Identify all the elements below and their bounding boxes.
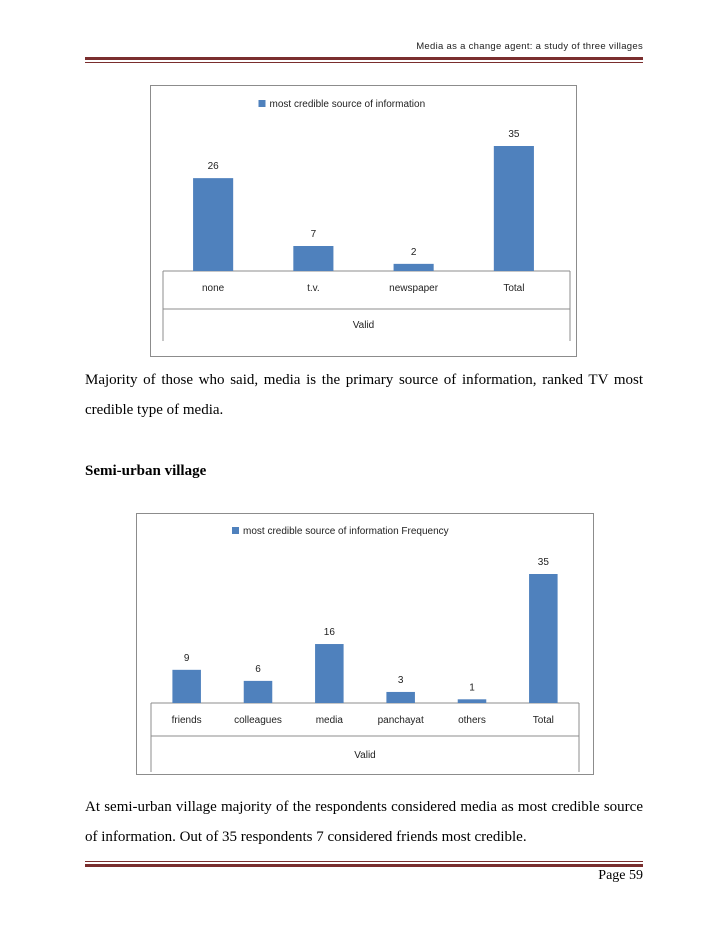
paragraph-tv-credible: Majority of those who said, media is the primary source of information, ranked TV most credible type of media. (85, 372, 643, 418)
bar-group-friends (172, 653, 202, 726)
data-label-newspaper: 2 (410, 246, 417, 258)
bar-total (529, 574, 558, 703)
tick-label-colleagues: colleagues (234, 715, 282, 726)
legend-swatch (232, 527, 239, 534)
bar-group-panchayat (378, 675, 424, 726)
legend-swatch (259, 100, 266, 107)
page-number: Page 59 (598, 868, 643, 883)
bar-t-v (293, 246, 333, 271)
data-label-t-v: 7 (310, 229, 317, 240)
data-label-others: 1 (469, 682, 475, 694)
data-label-total: 35 (537, 557, 549, 568)
bar-colleagues (244, 681, 273, 703)
chart-most-credible-source (150, 85, 577, 357)
tick-label-total: Total (503, 283, 525, 294)
header-rule-thin (85, 62, 643, 63)
tick-label-panchayat: panchayat (377, 715, 424, 726)
tick-label-newspaper: newspaper (389, 283, 439, 294)
data-label-panchayat: 3 (397, 674, 404, 686)
data-label-colleagues: 6 (255, 663, 261, 675)
legend (232, 526, 449, 537)
running-title: Media as a change agent: a study of three villages (416, 41, 643, 52)
section-heading-semi-urban: Semi-urban village (85, 463, 207, 479)
bar-group-t-v (293, 229, 333, 294)
paragraph-semi-urban-finding: At semi-urban village majority of the respondents considered media as most credible source of information. Out of 35 respondents 7 considered friends most credible. (85, 799, 643, 845)
x-axis-label: Valid (352, 320, 375, 331)
tick-label-media: media (315, 715, 343, 726)
tick-label-none: none (202, 283, 225, 294)
bar-group-total (529, 557, 558, 726)
bar-others (458, 699, 487, 703)
bar-group-colleagues (234, 664, 282, 726)
data-label-none: 26 (207, 161, 219, 173)
bar-group-total (494, 129, 534, 294)
footer-rule-thick (85, 864, 643, 867)
tick-label-total: Total (532, 715, 554, 726)
footer-rule-thin (85, 861, 643, 862)
legend-label: most credible source of information (269, 99, 426, 110)
bar-group-newspaper (389, 247, 439, 294)
tick-label-others: others (458, 715, 486, 726)
bar-group-media (315, 627, 344, 726)
bar-media (315, 644, 344, 703)
bar-panchayat (386, 692, 415, 703)
bar-friends (172, 670, 201, 703)
bar-none (193, 178, 233, 271)
x-axis-label: Valid (354, 750, 376, 761)
bar-newspaper (394, 264, 434, 271)
bar-group-none (193, 161, 233, 294)
legend (259, 99, 426, 110)
data-label-media: 16 (323, 627, 335, 639)
header-rule-thick (85, 57, 643, 60)
chart-svg (151, 86, 576, 356)
tick-label-t-v: t.v. (307, 283, 320, 294)
legend-label: most credible source of information Frequency (243, 526, 449, 537)
bar-total (494, 146, 534, 271)
data-label-total: 35 (508, 129, 520, 140)
bar-group-others (458, 682, 487, 726)
chart-svg (137, 514, 593, 774)
chart-semi-urban-credible-source (136, 513, 594, 775)
data-label-friends: 9 (183, 652, 190, 664)
tick-label-friends: friends (171, 715, 202, 726)
